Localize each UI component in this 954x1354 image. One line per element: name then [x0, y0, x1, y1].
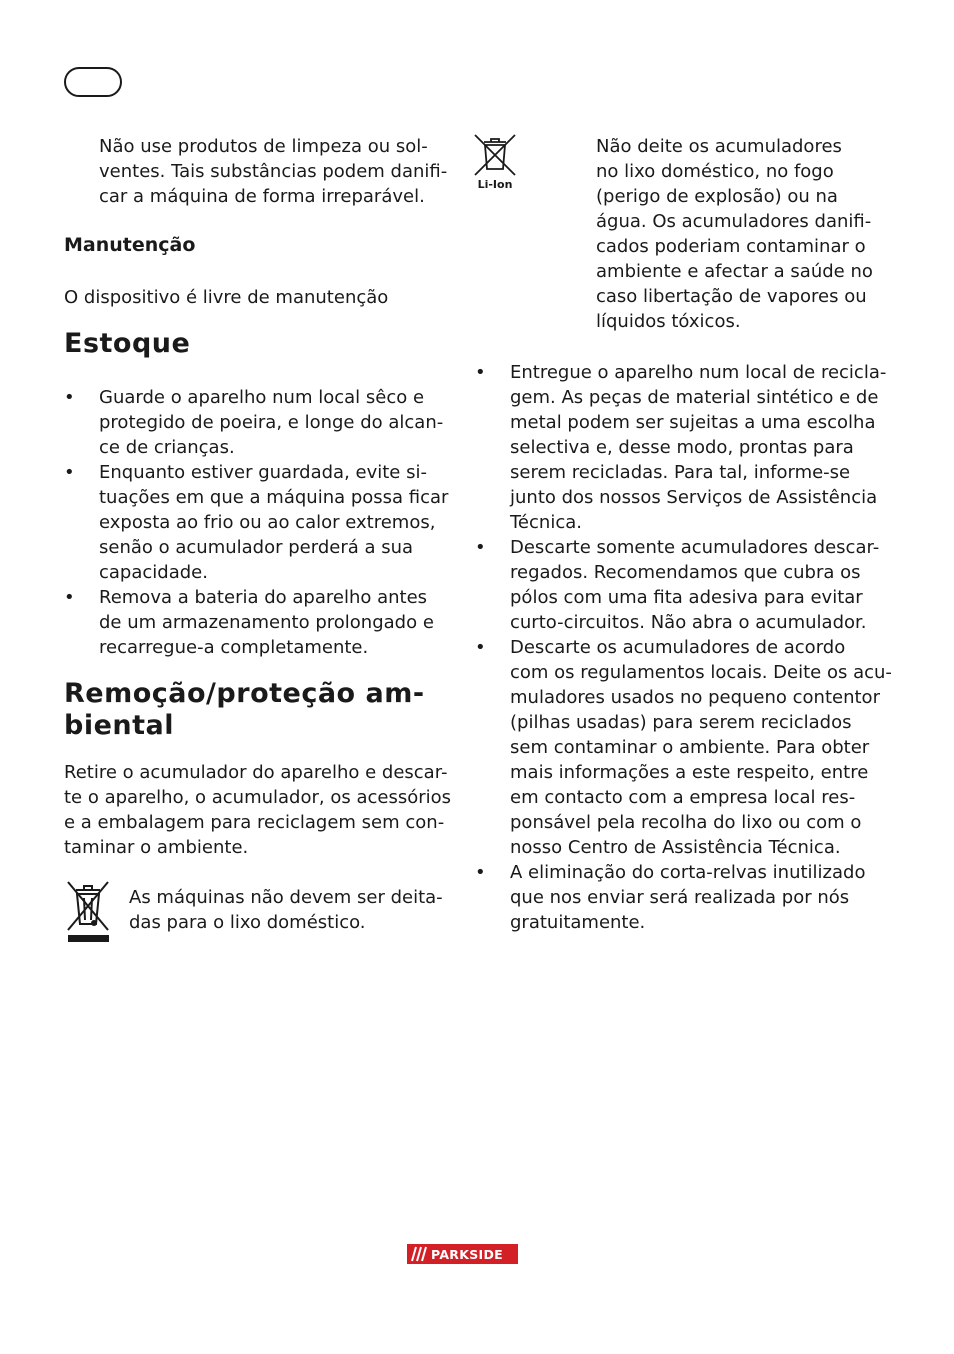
list-item: • Enquanto estiver guardada, evite si- tuações em que a máquina possa ficar exposta ao frio ou ao calor extremos, senão o acumulador perderá a sua capacidade. — [64, 460, 464, 585]
list-item: • Remova a bateria do aparelho antes de um armazenamento prolongado e recarregue-a completamente. — [64, 585, 464, 660]
storage-heading: Estoque — [64, 328, 191, 359]
disposal-text: Retire o acumulador do aparelho e descar- te o aparelho, o acumulador, os acessórios e a embalagem para reciclagem sem con- taminar o ambiente. — [64, 762, 452, 858]
list-item: • A eliminação do corta-relvas inutilizado que nos enviar será realizada por nós gratuitamente. — [475, 860, 895, 935]
maintenance-text: O dispositivo é livre de manutenção — [64, 287, 389, 308]
list-item: • Guarde o aparelho num local sêco e protegido de poeira, e longe do alcan- ce de crianças. — [64, 385, 464, 460]
list-item: • Descarte os acumuladores de acordo com os regulamentos locais. Deite os acu- muladores usados no pequeno contentor (pilhas usadas) para serem reciclados sem contaminar o ambiente. Para obter mais informações a este respeito, entre em contacto com a empresa local res- ponsável pela recolha do lixo ou com o nosso Centro de Assistência Técnica. — [475, 635, 895, 860]
language-badge — [64, 67, 122, 97]
bin-note: As máquinas não devem ser deita- das para o lixo doméstico. — [129, 887, 443, 933]
crossed-bin-icon — [64, 878, 112, 944]
battery-note: Não deite os acumuladores no lixo doméstico, no fogo (perigo de explosão) ou na água. Os acumuladores danifi- cados poderiam contaminar o ambiente e afectar a saúde no caso libertação de vapores ou líquidos tóxicos. — [596, 136, 873, 332]
battery-bin-icon — [472, 133, 518, 181]
maintenance-heading: Manutenção — [64, 234, 196, 256]
brand-name: PARKSIDE — [431, 1246, 503, 1262]
list-item: • Entregue o aparelho num local de recicla- gem. As peças de material sintético e de metal podem ser sujeitas a uma escolha selectiva e, desse modo, prontas para serem recicladas. Para tal, informe-se junto dos nossos Serviços de Assistência Técnica. — [475, 360, 895, 535]
parkside-logo — [407, 1244, 518, 1264]
logo-stripes-icon — [407, 1244, 429, 1264]
disposal-list — [475, 360, 895, 935]
cleaning-note: Não use produtos de limpeza ou sol- ventes. Tais substâncias podem danifi- car a máquina de forma irreparável. — [99, 136, 448, 207]
liion-label: Li-Ion — [477, 178, 513, 191]
disposal-heading: Remoção/proteção am- biental — [64, 678, 425, 741]
list-item: • Descarte somente acumuladores descar- regados. Recomendamos que cubra os pólos com uma fita adesiva para evitar curto-circuitos. Não abra o acumulador. — [475, 535, 895, 635]
storage-list — [64, 385, 464, 660]
